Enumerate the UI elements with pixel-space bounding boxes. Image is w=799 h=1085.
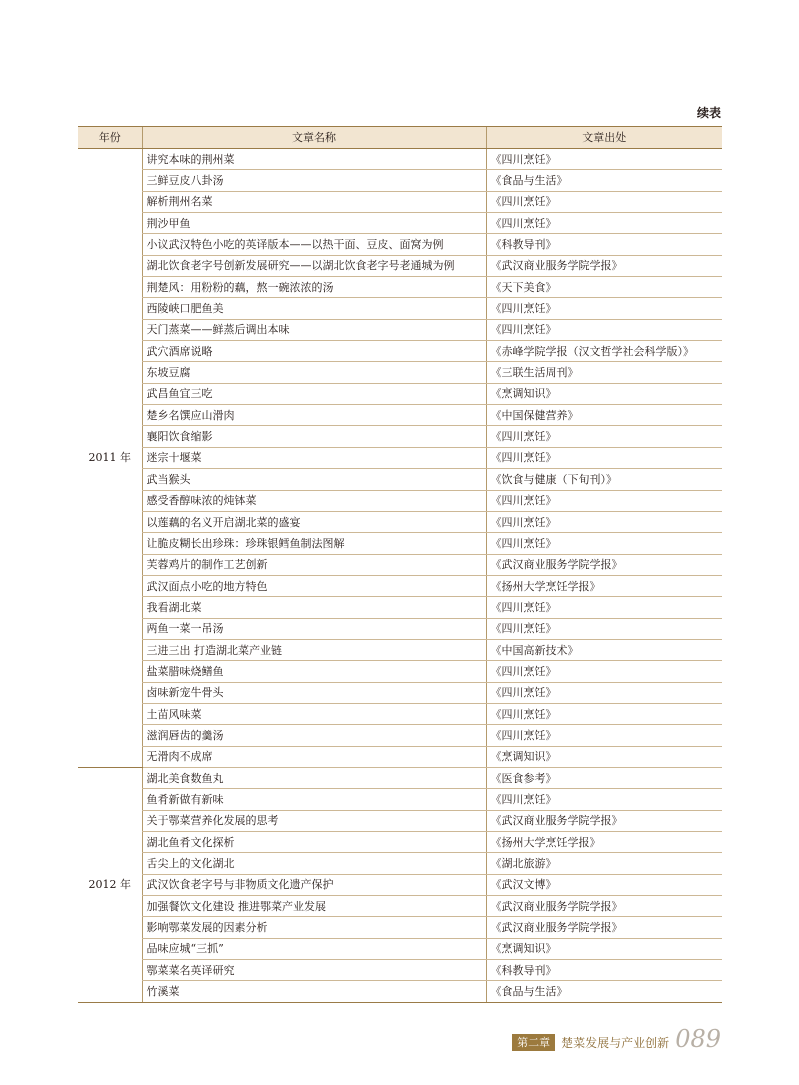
page-number: 089 — [675, 1025, 721, 1053]
article-source-cell: 《天下美食》 — [486, 277, 722, 298]
table-body — [78, 149, 722, 1003]
table-row — [78, 725, 722, 746]
article-source-cell: 《医食参考》 — [486, 767, 722, 788]
table-row — [78, 170, 722, 191]
article-source-cell: 《四川烹饪》 — [486, 191, 722, 212]
article-title-cell: 武穴酒席说略 — [142, 341, 486, 362]
article-title-cell: 东坡豆腐 — [142, 362, 486, 383]
article-title-cell: 楚乡名馔应山滑肉 — [142, 405, 486, 426]
table-row — [78, 597, 722, 618]
article-source-cell: 《武汉文博》 — [486, 874, 722, 895]
table-row — [78, 255, 722, 276]
table-row — [78, 213, 722, 234]
article-title-cell: 舌尖上的文化湖北 — [142, 853, 486, 874]
article-source-cell: 《四川烹饪》 — [486, 511, 722, 532]
article-title-cell: 感受香醇味浓的炖钵菜 — [142, 490, 486, 511]
article-source-cell: 《科教导刊》 — [486, 234, 722, 255]
article-source-cell: 《四川烹饪》 — [486, 533, 722, 554]
table-row — [78, 554, 722, 575]
table-row — [78, 874, 722, 895]
table-row — [78, 533, 722, 554]
article-title-cell: 土苗风味菜 — [142, 703, 486, 724]
header-article-source: 文章出处 — [486, 127, 722, 149]
article-source-cell: 《三联生活周刊》 — [486, 362, 722, 383]
article-source-cell: 《四川烹饪》 — [486, 682, 722, 703]
article-title-cell: 西陵峡口肥鱼美 — [142, 298, 486, 319]
table-row — [78, 639, 722, 660]
article-title-cell: 关于鄂菜营养化发展的思考 — [142, 810, 486, 831]
table-row — [78, 618, 722, 639]
article-source-cell: 《武汉商业服务学院学报》 — [486, 896, 722, 917]
table-row — [78, 575, 722, 596]
table-row — [78, 896, 722, 917]
article-source-cell: 《饮食与健康（下旬刊）》 — [486, 469, 722, 490]
table-row — [78, 490, 722, 511]
table-row — [78, 832, 722, 853]
article-title-cell: 三鲜豆皮八卦汤 — [142, 170, 486, 191]
table-row — [78, 426, 722, 447]
table-row — [78, 341, 722, 362]
article-title-cell: 武昌鱼宜三吃 — [142, 383, 486, 404]
article-source-cell: 《四川烹饪》 — [486, 490, 722, 511]
article-title-cell: 卤味新宠牛骨头 — [142, 682, 486, 703]
article-title-cell: 竹溪菜 — [142, 981, 486, 1002]
article-title-cell: 天门蒸菜——鲜蒸后调出本味 — [142, 319, 486, 340]
article-title-cell: 影响鄂菜发展的因素分析 — [142, 917, 486, 938]
article-title-cell: 三进三出 打造湖北菜产业链 — [142, 639, 486, 660]
article-source-cell: 《四川烹饪》 — [486, 319, 722, 340]
header-year: 年份 — [78, 127, 142, 149]
article-title-cell: 让脆皮糊长出珍珠：珍珠银鳕鱼制法图解 — [142, 533, 486, 554]
table-row — [78, 149, 722, 170]
article-title-cell: 滋润唇齿的羹汤 — [142, 725, 486, 746]
article-title-cell: 无滑肉不成席 — [142, 746, 486, 767]
article-title-cell: 讲究本味的荆州菜 — [142, 149, 486, 170]
article-source-cell: 《扬州大学烹饪学报》 — [486, 832, 722, 853]
table-row — [78, 853, 722, 874]
table-row — [78, 661, 722, 682]
article-title-cell: 以莲藕的名义开启湖北菜的盛宴 — [142, 511, 486, 532]
article-source-cell: 《烹调知识》 — [486, 938, 722, 959]
page-footer — [512, 1027, 721, 1051]
table-row — [78, 234, 722, 255]
table-row — [78, 960, 722, 981]
article-title-cell: 武汉面点小吃的地方特色 — [142, 575, 486, 596]
article-source-cell: 《四川烹饪》 — [486, 597, 722, 618]
article-title-cell: 加强餐饮文化建设 推进鄂菜产业发展 — [142, 896, 486, 917]
article-title-cell: 襄阳饮食缩影 — [142, 426, 486, 447]
article-title-cell: 芙蓉鸡片的制作工艺创新 — [142, 554, 486, 575]
table-row — [78, 703, 722, 724]
article-source-cell: 《四川烹饪》 — [486, 725, 722, 746]
article-title-cell: 盐菜腊味烧鳝鱼 — [142, 661, 486, 682]
table-row — [78, 319, 722, 340]
article-title-cell: 湖北美食数鱼丸 — [142, 767, 486, 788]
table-row — [78, 362, 722, 383]
article-source-cell: 《武汉商业服务学院学报》 — [486, 917, 722, 938]
article-source-cell: 《武汉商业服务学院学报》 — [486, 810, 722, 831]
article-source-cell: 《湖北旅游》 — [486, 853, 722, 874]
table-row — [78, 981, 722, 1002]
article-source-cell: 《四川烹饪》 — [486, 703, 722, 724]
article-title-cell: 武汉饮食老字号与非物质文化遗产保护 — [142, 874, 486, 895]
table-row — [78, 789, 722, 810]
article-title-cell: 解析荆州名菜 — [142, 191, 486, 212]
table-row — [78, 469, 722, 490]
table-row — [78, 277, 722, 298]
article-source-cell: 《食品与生活》 — [486, 170, 722, 191]
article-title-cell: 鄂菜菜名英译研究 — [142, 960, 486, 981]
table-row — [78, 746, 722, 767]
article-source-cell: 《中国保健营养》 — [486, 405, 722, 426]
article-title-cell: 荆楚风：用粉粉的藕，熬一碗浓浓的汤 — [142, 277, 486, 298]
continued-label: 续表 — [696, 106, 721, 120]
table-row — [78, 810, 722, 831]
table-header-row — [78, 127, 722, 149]
article-source-cell: 《四川烹饪》 — [486, 618, 722, 639]
article-title-cell: 湖北鱼肴文化探析 — [142, 832, 486, 853]
header-article-title: 文章名称 — [142, 127, 486, 149]
article-title-cell: 迷宗十堰菜 — [142, 447, 486, 468]
article-title-cell: 武当猴头 — [142, 469, 486, 490]
article-source-cell: 《烹调知识》 — [486, 746, 722, 767]
article-title-cell: 鱼肴新做有新味 — [142, 789, 486, 810]
table-row — [78, 298, 722, 319]
article-source-cell: 《四川烹饪》 — [486, 149, 722, 170]
article-source-cell: 《四川烹饪》 — [486, 661, 722, 682]
table-row — [78, 383, 722, 404]
table-row — [78, 938, 722, 959]
article-title-cell: 湖北饮食老字号创新发展研究——以湖北饮食老字号老通城为例 — [142, 255, 486, 276]
article-title-cell: 两鱼一菜一吊汤 — [142, 618, 486, 639]
article-source-cell: 《食品与生活》 — [486, 981, 722, 1002]
article-source-cell: 《四川烹饪》 — [486, 298, 722, 319]
articles-table — [78, 126, 722, 1003]
table-row — [78, 511, 722, 532]
chapter-badge: 第二章 — [512, 1034, 555, 1051]
article-source-cell: 《赤峰学院学报（汉文哲学社会科学版）》 — [486, 341, 722, 362]
article-source-cell: 《四川烹饪》 — [486, 447, 722, 468]
article-title-cell: 小议武汉特色小吃的英译版本——以热干面、豆皮、面窝为例 — [142, 234, 486, 255]
article-title-cell: 我看湖北菜 — [142, 597, 486, 618]
year-cell: 2011 年 — [78, 149, 142, 768]
article-source-cell: 《四川烹饪》 — [486, 213, 722, 234]
article-title-cell: 荆沙甲鱼 — [142, 213, 486, 234]
chapter-title: 楚菜发展与产业创新 — [561, 1036, 670, 1050]
article-source-cell: 《武汉商业服务学院学报》 — [486, 255, 722, 276]
table-row — [78, 682, 722, 703]
table-row — [78, 191, 722, 212]
table-row — [78, 917, 722, 938]
article-source-cell: 《武汉商业服务学院学报》 — [486, 554, 722, 575]
table-row — [78, 405, 722, 426]
article-title-cell: 品味应城“三抓” — [142, 938, 486, 959]
article-source-cell: 《科教导刊》 — [486, 960, 722, 981]
year-cell: 2012 年 — [78, 767, 142, 1002]
article-source-cell: 《扬州大学烹饪学报》 — [486, 575, 722, 596]
article-source-cell: 《中国高新技术》 — [486, 639, 722, 660]
article-source-cell: 《四川烹饪》 — [486, 789, 722, 810]
article-source-cell: 《四川烹饪》 — [486, 426, 722, 447]
article-source-cell: 《烹调知识》 — [486, 383, 722, 404]
table-row — [78, 767, 722, 788]
table-row — [78, 447, 722, 468]
